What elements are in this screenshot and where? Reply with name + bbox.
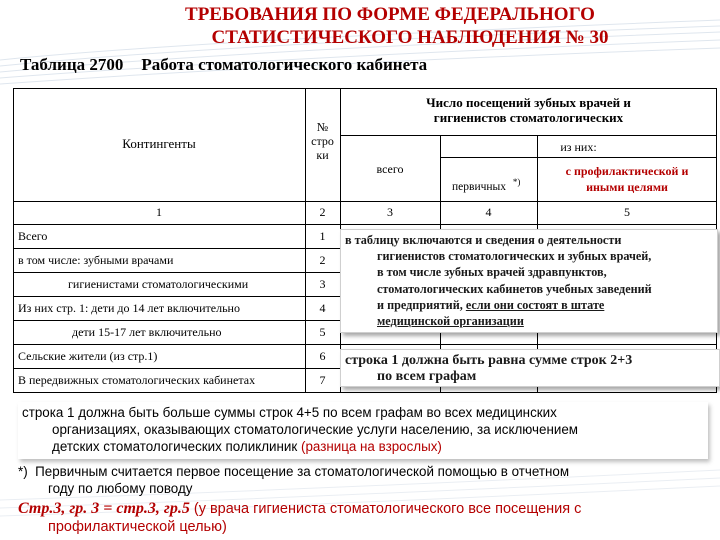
row-label: Из них стр. 1: дети до 14 лет включительно xyxy=(18,301,240,315)
rule-note-text: детских стоматологических поликлиник xyxy=(52,439,298,454)
header-row-number-line: стро xyxy=(311,134,334,148)
callout-line xyxy=(345,313,713,329)
page-title-line-1: ТРЕБОВАНИЯ ПО ФОРМЕ ФЕДЕРАЛЬНОГО xyxy=(185,4,595,25)
header-row-number xyxy=(305,120,340,162)
page-title-line-2: СТАТИСТИЧЕСКОГО НАБЛЮДЕНИЯ № 30 xyxy=(211,27,609,48)
formula-line: профилактической целью) xyxy=(48,519,227,535)
grid-line xyxy=(340,135,717,136)
formula-text: (у врача гигиениста стоматологического все посещения с xyxy=(193,501,582,517)
formula-expression: Стр.3, гр. 3 = стр.3, гр.5 xyxy=(18,500,190,517)
header-primary-mark: *) xyxy=(512,177,521,187)
footnote-line xyxy=(18,463,708,480)
rule-callout xyxy=(340,349,720,387)
header-total: всего xyxy=(376,162,404,176)
callout-line: гигиенистов стоматологических и зубных врачей, xyxy=(377,249,652,264)
col-number-1: 1 xyxy=(156,205,162,219)
header-prophylactic-line: иными целями xyxy=(586,180,668,194)
header-prophylactic-line: с профилактической и xyxy=(565,164,689,178)
footnote xyxy=(18,463,708,497)
header-row-number-line: № xyxy=(316,120,329,134)
footnote-mark: *) xyxy=(18,464,28,479)
row-label: В передвижных стоматологических кабинетах xyxy=(18,373,256,387)
header-visits-line: гигиенистов стоматологических xyxy=(433,110,624,125)
formula-note xyxy=(18,500,708,536)
col-number-3: 3 xyxy=(387,205,393,219)
header-of-them: из них: xyxy=(560,140,597,154)
row-number: 7 xyxy=(319,373,326,387)
col-number-5: 5 xyxy=(624,205,630,219)
row-label: Всего xyxy=(18,229,48,243)
rule-note-line: организациях, оказывающих стоматологические услуги населению, за исключением xyxy=(52,422,578,437)
col-number-4: 4 xyxy=(485,205,492,219)
grid-line xyxy=(13,201,717,202)
rule-note-line: строка 1 должна быть больше суммы строк 4+5 по всем графам во всех медицинских xyxy=(22,405,557,420)
rule-callout-line: строка 1 должна быть равна сумме строк 2+3 xyxy=(345,353,633,368)
grid-line xyxy=(13,248,340,249)
grid-line xyxy=(440,157,717,158)
callout-underlined: если они состоят в штате xyxy=(465,297,605,312)
footnote-text: Первичным считается первое посещение за стоматологической помощью в отчетном xyxy=(35,464,570,479)
header-primary xyxy=(452,175,520,194)
grid-line xyxy=(13,320,340,321)
rule-note-red: (разница на взрослых) xyxy=(300,439,442,454)
table-heading xyxy=(20,55,427,75)
row-label: Сельские жители (из стр.1) xyxy=(18,349,158,363)
row-label: гигиенистами стоматологическими xyxy=(68,277,249,291)
header-visits-group xyxy=(340,95,717,125)
grid-line xyxy=(13,272,340,273)
callout-line-part: и предприятий, xyxy=(377,297,463,312)
row-number: 1 xyxy=(319,229,326,243)
header-primary-label: первичных xyxy=(452,180,507,193)
rule-note-line xyxy=(22,438,704,455)
callout-underlined: медицинской организации xyxy=(377,314,524,329)
row-label: в том числе: зубными врачами xyxy=(18,253,174,267)
row-number: 4 xyxy=(319,301,326,315)
table-name: Работа стоматологического кабинета xyxy=(141,55,428,74)
row-number: 5 xyxy=(319,325,326,339)
row-number: 6 xyxy=(319,349,326,363)
grid-line xyxy=(13,344,717,345)
rule-callout-line: по всем графам xyxy=(377,369,477,384)
formula-line xyxy=(18,500,708,518)
grid-line xyxy=(13,296,340,297)
callout-line: стоматологических кабинетов учебных заведений xyxy=(377,281,652,296)
grid-line xyxy=(13,224,717,225)
row-number: 3 xyxy=(319,277,326,291)
row-label: дети 15-17 лет включительно xyxy=(72,325,222,339)
table-id: Таблица 2700 xyxy=(20,55,124,74)
rule-note xyxy=(18,402,708,459)
header-prophylactic xyxy=(537,163,717,195)
callout-line xyxy=(345,297,713,313)
footnote-line: году по любому поводу xyxy=(48,481,193,496)
info-callout xyxy=(340,229,718,333)
callout-line: в том числе зубных врачей здравпунктов, xyxy=(377,265,607,280)
col-number-2: 2 xyxy=(319,205,326,219)
header-row-number-line: ки xyxy=(316,148,329,162)
row-number: 2 xyxy=(319,253,326,267)
callout-line: в таблицу включаются и сведения о деятельности xyxy=(345,233,622,247)
header-visits-line: Число посещений зубных врачей и xyxy=(426,95,631,110)
header-contingents: Контингенты xyxy=(122,136,196,151)
